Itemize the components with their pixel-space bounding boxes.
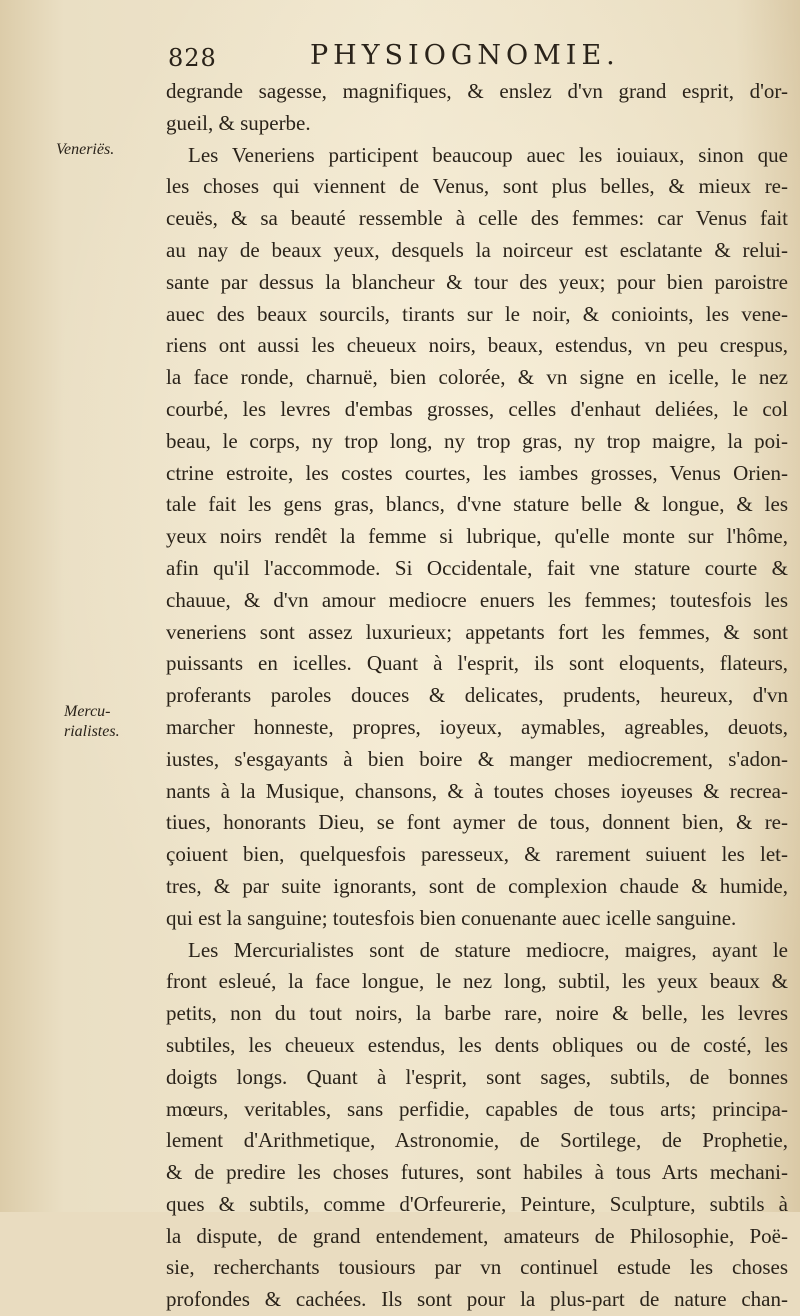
text-line: veneriens sont assez luxurieux; appetants fort les femmes, & sont — [166, 619, 788, 644]
text-line: tale fait les gens gras, blancs, d'vne stature belle & longue, & les — [166, 492, 788, 517]
margin-note-mercurialistes — [64, 702, 174, 742]
text-line: gueil, & superbe. — [166, 110, 311, 135]
margin-note-line: Mercu- — [64, 703, 111, 720]
text-line: nants à la Musique, chansons, & à toutes choses ioyeuses & recrea- — [166, 778, 788, 803]
text-line: marcher honneste, propres, ioyeux, aymables, agreables, deuots, — [166, 714, 788, 739]
text-line: auec des beaux sourcils, tirants sur le noir, & conioints, les vene- — [166, 301, 788, 326]
page-header — [168, 40, 778, 74]
text-line: doigts longs. Quant à l'esprit, sont sages, subtils, de bonnes — [166, 1064, 788, 1089]
text-line: mœurs, veritables, sans perfidie, capables de tous arts; principa- — [166, 1096, 788, 1121]
text-line: lement d'Arithmetique, Astronomie, de Sortilege, de Prophetie, — [166, 1128, 788, 1153]
text-line: riens ont aussi les cheueux noirs, beaux, estendus, vn peu crespus, — [166, 333, 788, 358]
text-line: ques & subtils, comme d'Orfeurerie, Peinture, Sculpture, subtils à — [166, 1191, 788, 1216]
text-line: iustes, s'esgayants à bien boire & manger mediocrement, s'adon- — [166, 746, 788, 771]
text-line: afin qu'il l'accommode. Si Occidentale, fait vne stature courte & — [166, 555, 788, 580]
text-line: tres, & par suite ignorants, sont de complexion chaude & humide, — [166, 873, 788, 898]
text-line: yeux noirs rendêt la femme si lubrique, qu'elle monte sur l'hôme, — [166, 524, 788, 549]
text-line: les choses qui viennent de Venus, sont plus belles, & mieux re- — [166, 174, 788, 199]
text-line: petits, non du tout noirs, la barbe rare, noire & belle, les levres — [166, 1001, 788, 1026]
text-line: proferants paroles douces & delicates, prudents, heureux, d'vn — [166, 683, 788, 708]
text-line: courbé, les levres d'embas grosses, celles d'enhaut deliées, le col — [166, 396, 788, 421]
text-line: puissants en icelles. Quant à l'esprit, ils sont eloquents, flateurs, — [166, 651, 788, 676]
page-number: 828 — [168, 44, 217, 72]
text-line: qui est la sanguine; toutesfois bien conuenante auec icelle sanguine. — [166, 905, 737, 930]
paragraph-start-veneriens: Les Veneriens participent beaucoup auec les iouiaux, sinon que — [188, 142, 788, 167]
text-line: sie, recherchants tousiours par vn continuel estude les choses — [166, 1255, 788, 1280]
text-line: beau, le corps, ny trop long, ny trop gras, ny trop maigre, la poi- — [166, 428, 788, 453]
margin-note-veneriens: Veneriës. — [56, 141, 115, 158]
paragraph-start-mercurialistes: Les Mercurialistes sont de stature mediocre, maigres, ayant le — [188, 937, 788, 962]
text-line: tiues, honorants Dieu, se font aymer de tous, donnent bien, & re- — [166, 810, 788, 835]
margin-note-line: rialistes. — [64, 723, 120, 740]
text-line: chauue, & d'vn amour mediocre enuers les femmes; toutesfois les — [166, 587, 788, 612]
text-line: & de predire les choses futures, sont habiles à tous Arts mechani- — [166, 1160, 788, 1185]
running-title: PHYSIOGNOMIE. — [310, 40, 620, 71]
text-line: çoiuent bien, quelquesfois paresseux, & rarement suiuent les let- — [166, 842, 788, 867]
text-line: la face ronde, charnuë, bien colorée, & vn signe en icelle, le nez — [166, 365, 788, 390]
text-line: au nay de beaux yeux, desquels la noirceur est esclatante & relui- — [166, 237, 788, 262]
text-line: subtiles, les cheueux estendus, les dents obliques ou de costé, les — [166, 1032, 788, 1057]
text-line: front esleué, la face longue, le nez long, subtil, les yeux beaux & — [166, 969, 788, 994]
text-line: ceuës, & sa beauté ressemble à celle des femmes: car Venus fait — [166, 206, 788, 231]
text-line: sante par dessus la blancheur & tour des yeux; pour bien paroistre — [166, 269, 788, 294]
text-line: la dispute, de grand entendement, amateurs de Philosophie, Poë- — [166, 1223, 788, 1248]
text-line: ctrine estroite, les costes courtes, les iambes grosses, Venus Orien- — [166, 460, 788, 485]
body-text — [166, 76, 788, 1316]
text-line: degrande sagesse, magnifiques, & enslez d'vn grand esprit, d'or- — [166, 79, 788, 103]
text-line: profondes & cachées. Ils sont pour la plus-part de nature chan- — [166, 1287, 788, 1312]
